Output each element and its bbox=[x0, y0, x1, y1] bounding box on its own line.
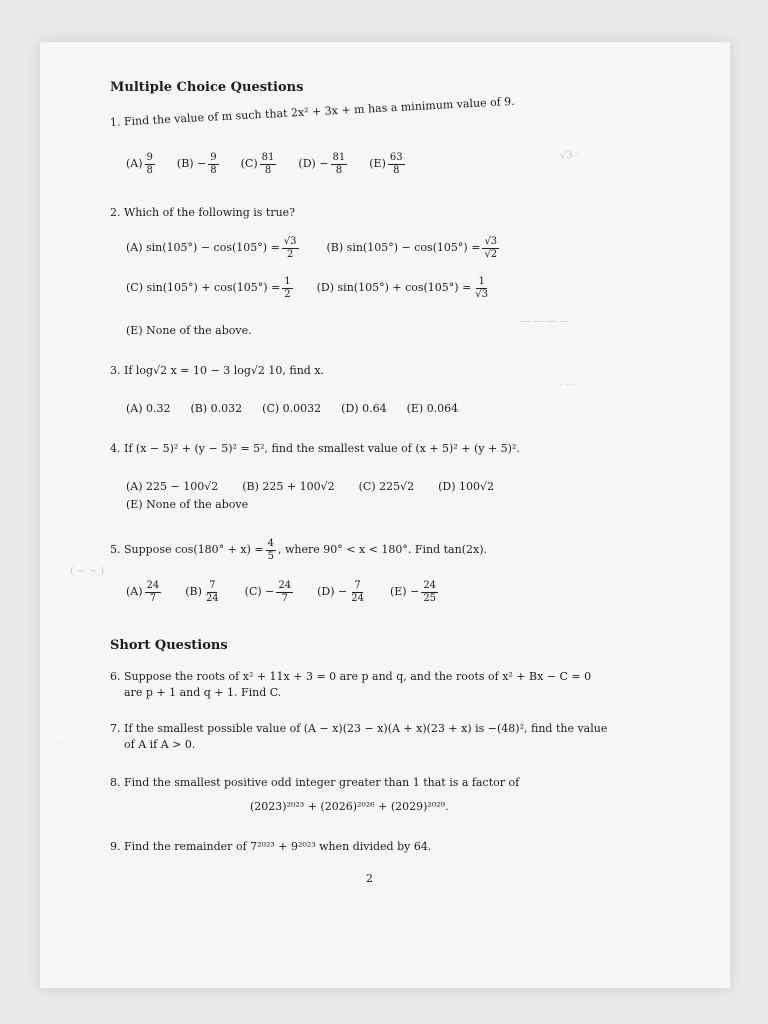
q2-option-c: (C) sin(105°) + cos(105°) = $\frac{1}{2}$ bbox=[126, 276, 291, 300]
short-title: Short Questions bbox=[110, 638, 228, 653]
question-3 bbox=[110, 364, 324, 377]
q4-option-b: (B) 225 + 100√2 bbox=[242, 480, 335, 493]
bleed-through-mark: — — — — bbox=[520, 316, 570, 327]
q5-option-a: (A) $\frac{24}{7}$ bbox=[126, 580, 160, 604]
bleed-through-mark: · bbox=[60, 738, 64, 749]
q2-option-b: (B) sin(105°) − cos(105°) = $\frac{√3}{√2}$ bbox=[326, 236, 498, 260]
q3-text: 3. If log√2 x = 10 − 3 log√2 10, find x. bbox=[110, 364, 325, 377]
q5-option-b: (B) $\frac{7}{24}$ bbox=[185, 580, 219, 604]
q1-option-b: (B) − $\frac{9}{8}$ bbox=[176, 152, 217, 176]
q1-option-c: (C) $\frac{81}{8}$ bbox=[240, 152, 275, 176]
q5-text-pre: 5. Suppose cos(180° + x) = bbox=[110, 543, 264, 556]
q4-option-c: (C) 225√2 bbox=[358, 480, 415, 493]
q3-option-d: (D) 0.64 bbox=[341, 402, 387, 415]
question-8-line-1: 8. Find the smallest positive odd integer greater than 1 that is a factor of bbox=[110, 776, 520, 789]
question-2 bbox=[110, 206, 295, 219]
q1-options bbox=[126, 152, 407, 176]
question-8-line-2: (2023)²⁰²³ + (2026)²⁰²⁶ + (2029)²⁰²⁹. bbox=[250, 800, 449, 813]
q4-option-e: (E) None of the above bbox=[126, 498, 249, 511]
q4-options bbox=[126, 480, 494, 493]
q2-option-a: (A) sin(105°) − cos(105°) = $\frac{√3}{2}$ bbox=[126, 236, 297, 260]
q4-option-a: (A) 225 − 100√2 bbox=[126, 480, 219, 493]
bleed-through-mark: √3 · bbox=[559, 148, 580, 163]
q5-options bbox=[126, 580, 440, 604]
page-number: 2 bbox=[366, 872, 373, 885]
q2-row-2 bbox=[126, 276, 492, 300]
q2-option-e: (E) None of the above. bbox=[126, 324, 252, 337]
q3-option-b: (B) 0.032 bbox=[190, 402, 243, 415]
question-7-line-2: of A if A > 0. bbox=[124, 738, 196, 751]
question-7-line-1: 7. If the smallest possible value of (A − x)(23 − x)(A + x)(23 + x) is −(48)², find the value bbox=[110, 722, 608, 735]
q5-fraction: $\frac{4}{5}$ bbox=[267, 538, 274, 562]
q5-option-c: (C) − $\frac{24}{7}$ bbox=[244, 580, 292, 604]
q4-text: 4. If (x − 5)² + (y − 5)² = 5², find the smallest value of (x + 5)² + (y + 5)². bbox=[110, 442, 520, 455]
q3-option-a: (A) 0.32 bbox=[126, 402, 171, 415]
mcq-title: Multiple Choice Questions bbox=[110, 80, 304, 95]
q1-option-d: (D) − $\frac{81}{8}$ bbox=[298, 152, 346, 176]
question-4 bbox=[110, 442, 520, 455]
question-5 bbox=[110, 538, 487, 562]
q1-option-e: (E) $\frac{63}{8}$ bbox=[369, 152, 403, 176]
short-section bbox=[110, 638, 228, 653]
q1-option-a: (A) $\frac{9}{8}$ bbox=[126, 152, 153, 176]
q3-options bbox=[126, 402, 458, 415]
q2-row-1 bbox=[126, 236, 501, 260]
mcq-section bbox=[110, 80, 303, 95]
q2-text: 2. Which of the following is true? bbox=[110, 206, 296, 219]
q3-option-e: (E) 0.064 bbox=[406, 402, 459, 415]
q4-option-d: (D) 100√2 bbox=[438, 480, 495, 493]
question-6-line-2: are p + 1 and q + 1. Find C. bbox=[124, 686, 282, 699]
q5-option-d: (D) − $\frac{7}{24}$ bbox=[317, 580, 364, 604]
q2-option-d: (D) sin(105°) + cos(105°) = $\frac{1}{√3}$ bbox=[316, 276, 489, 300]
bleed-through-mark: ( ~ ~ ) bbox=[70, 566, 105, 577]
q1-text: 1. Find the value of m such that 2x² + 3x + m has a minimum value of 9. bbox=[109, 94, 516, 129]
bleed-through-mark: · · · bbox=[560, 380, 576, 391]
q5-text-post: , where 90° < x < 180°. Find tan(2x). bbox=[277, 543, 487, 556]
question-9: 9. Find the remainder of 7²⁰²³ + 9²⁰²³ when divided by 64. bbox=[110, 840, 432, 853]
q5-option-e: (E) − $\frac{24}{25}$ bbox=[389, 580, 437, 604]
question-6-line-1: 6. Suppose the roots of x² + 11x + 3 = 0 are p and q, and the roots of x² + Bx − C = 0 bbox=[110, 670, 592, 683]
q3-option-c: (C) 0.0032 bbox=[262, 402, 322, 415]
